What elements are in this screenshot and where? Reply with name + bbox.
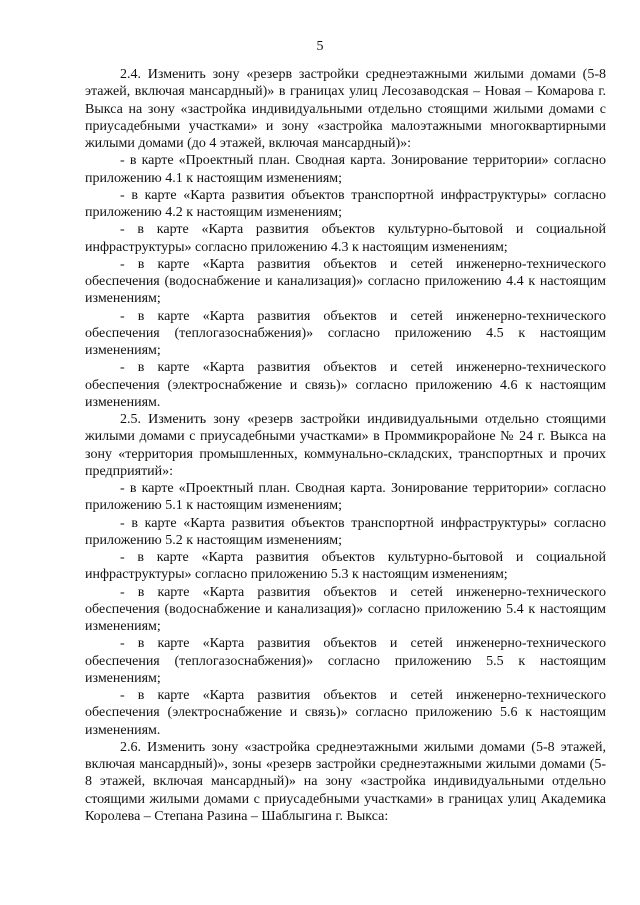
list-item: - в карте «Карта развития объектов культурно-бытовой и социальной инфраструктуры» согласно приложению 4.3 к настоящим изменениям; — [85, 222, 606, 255]
list-item: - в карте «Карта развития объектов транспортной инфраструктуры» согласно приложению 4.2 к настоящим изменениям; — [85, 187, 606, 220]
list-item: - в карте «Карта развития объектов транспортной инфраструктуры» согласно приложению 5.2 к настоящим изменениям; — [85, 515, 606, 548]
list-item: - в карте «Карта развития объектов и сетей инженерно-технического обеспечения (теплогазоснабжения)» согласно приложению 5.5 к настоящим изменениям; — [85, 636, 606, 686]
list-item: - в карте «Карта развития объектов и сетей инженерно-технического обеспечения (электроснабжение и связь)» согласно приложению 4.6 к настоящим изменениям. — [85, 360, 606, 410]
list-item: - в карте «Карта развития объектов и сетей инженерно-технического обеспечения (водоснабжение и канализация)» согласно приложению 4.4 к настоящим изменениям; — [85, 256, 606, 307]
paragraph-2-4: 2.4. Изменить зону «резерв застройки среднеэтажными жилыми домами (5-8 этажей, включая мансардный)» в границах улиц Лесозаводская – Новая – Комарова г. Выкса на зону «застройка индивидуальными отдельно стоящими жилыми домами с приусадебными участками» и зону «застройка малоэтажными многоквартирными жилыми домами (до 4 этажей, включая мансардный)»: — [85, 67, 606, 151]
list-item: - в карте «Карта развития объектов и сетей инженерно-технического обеспечения (электроснабжение и связь)» согласно приложению 5.6 к настоящим изменениям. — [85, 688, 606, 738]
list-item: - в карте «Проектный план. Сводная карта. Зонирование территории» согласно приложению 4.1 к настоящим изменениям; — [85, 153, 606, 186]
list-item: - в карте «Карта развития объектов и сетей инженерно-технического обеспечения (водоснабжение и канализация)» согласно приложению 5.4 к настоящим изменениям; — [85, 584, 606, 634]
paragraph-2-6: 2.6. Изменить зону «застройка среднеэтажными жилыми домами (5-8 этажей, включая мансардный)», зоны «резерв застройки среднеэтажными жилыми домами (5-8 этажей, включая мансардный)» на зону «застройка индивидуальными отдельно стоящими жилыми домами с приусадебными участками» в границах улиц Академика Королева – Степана Разина – Шаблыгина г. Выкса: — [85, 739, 606, 824]
list-item: - в карте «Карта развития объектов культурно-бытовой и социальной инфраструктуры» согласно приложению 5.3 к настоящим изменениям; — [85, 550, 606, 583]
page-number: 5 — [316, 39, 324, 54]
document-body — [85, 66, 606, 825]
paragraph-2-5: 2.5. Изменить зону «резерв застройки индивидуальными отдельно стоящими жилыми домами с приусадебными участками» в Проммикрорайоне № 24 г. Выкса на зону «территория промышленных, коммунально-складских, транспортных и прочих предприятий»: — [85, 412, 606, 479]
list-item: - в карте «Проектный план. Сводная карта. Зонирование территории» согласно приложению 5.1 к настоящим изменениям; — [85, 481, 606, 514]
list-item: - в карте «Карта развития объектов и сетей инженерно-технического обеспечения (теплогазоснабжения)» согласно приложению 4.5 к настоящим изменениям; — [85, 308, 606, 358]
